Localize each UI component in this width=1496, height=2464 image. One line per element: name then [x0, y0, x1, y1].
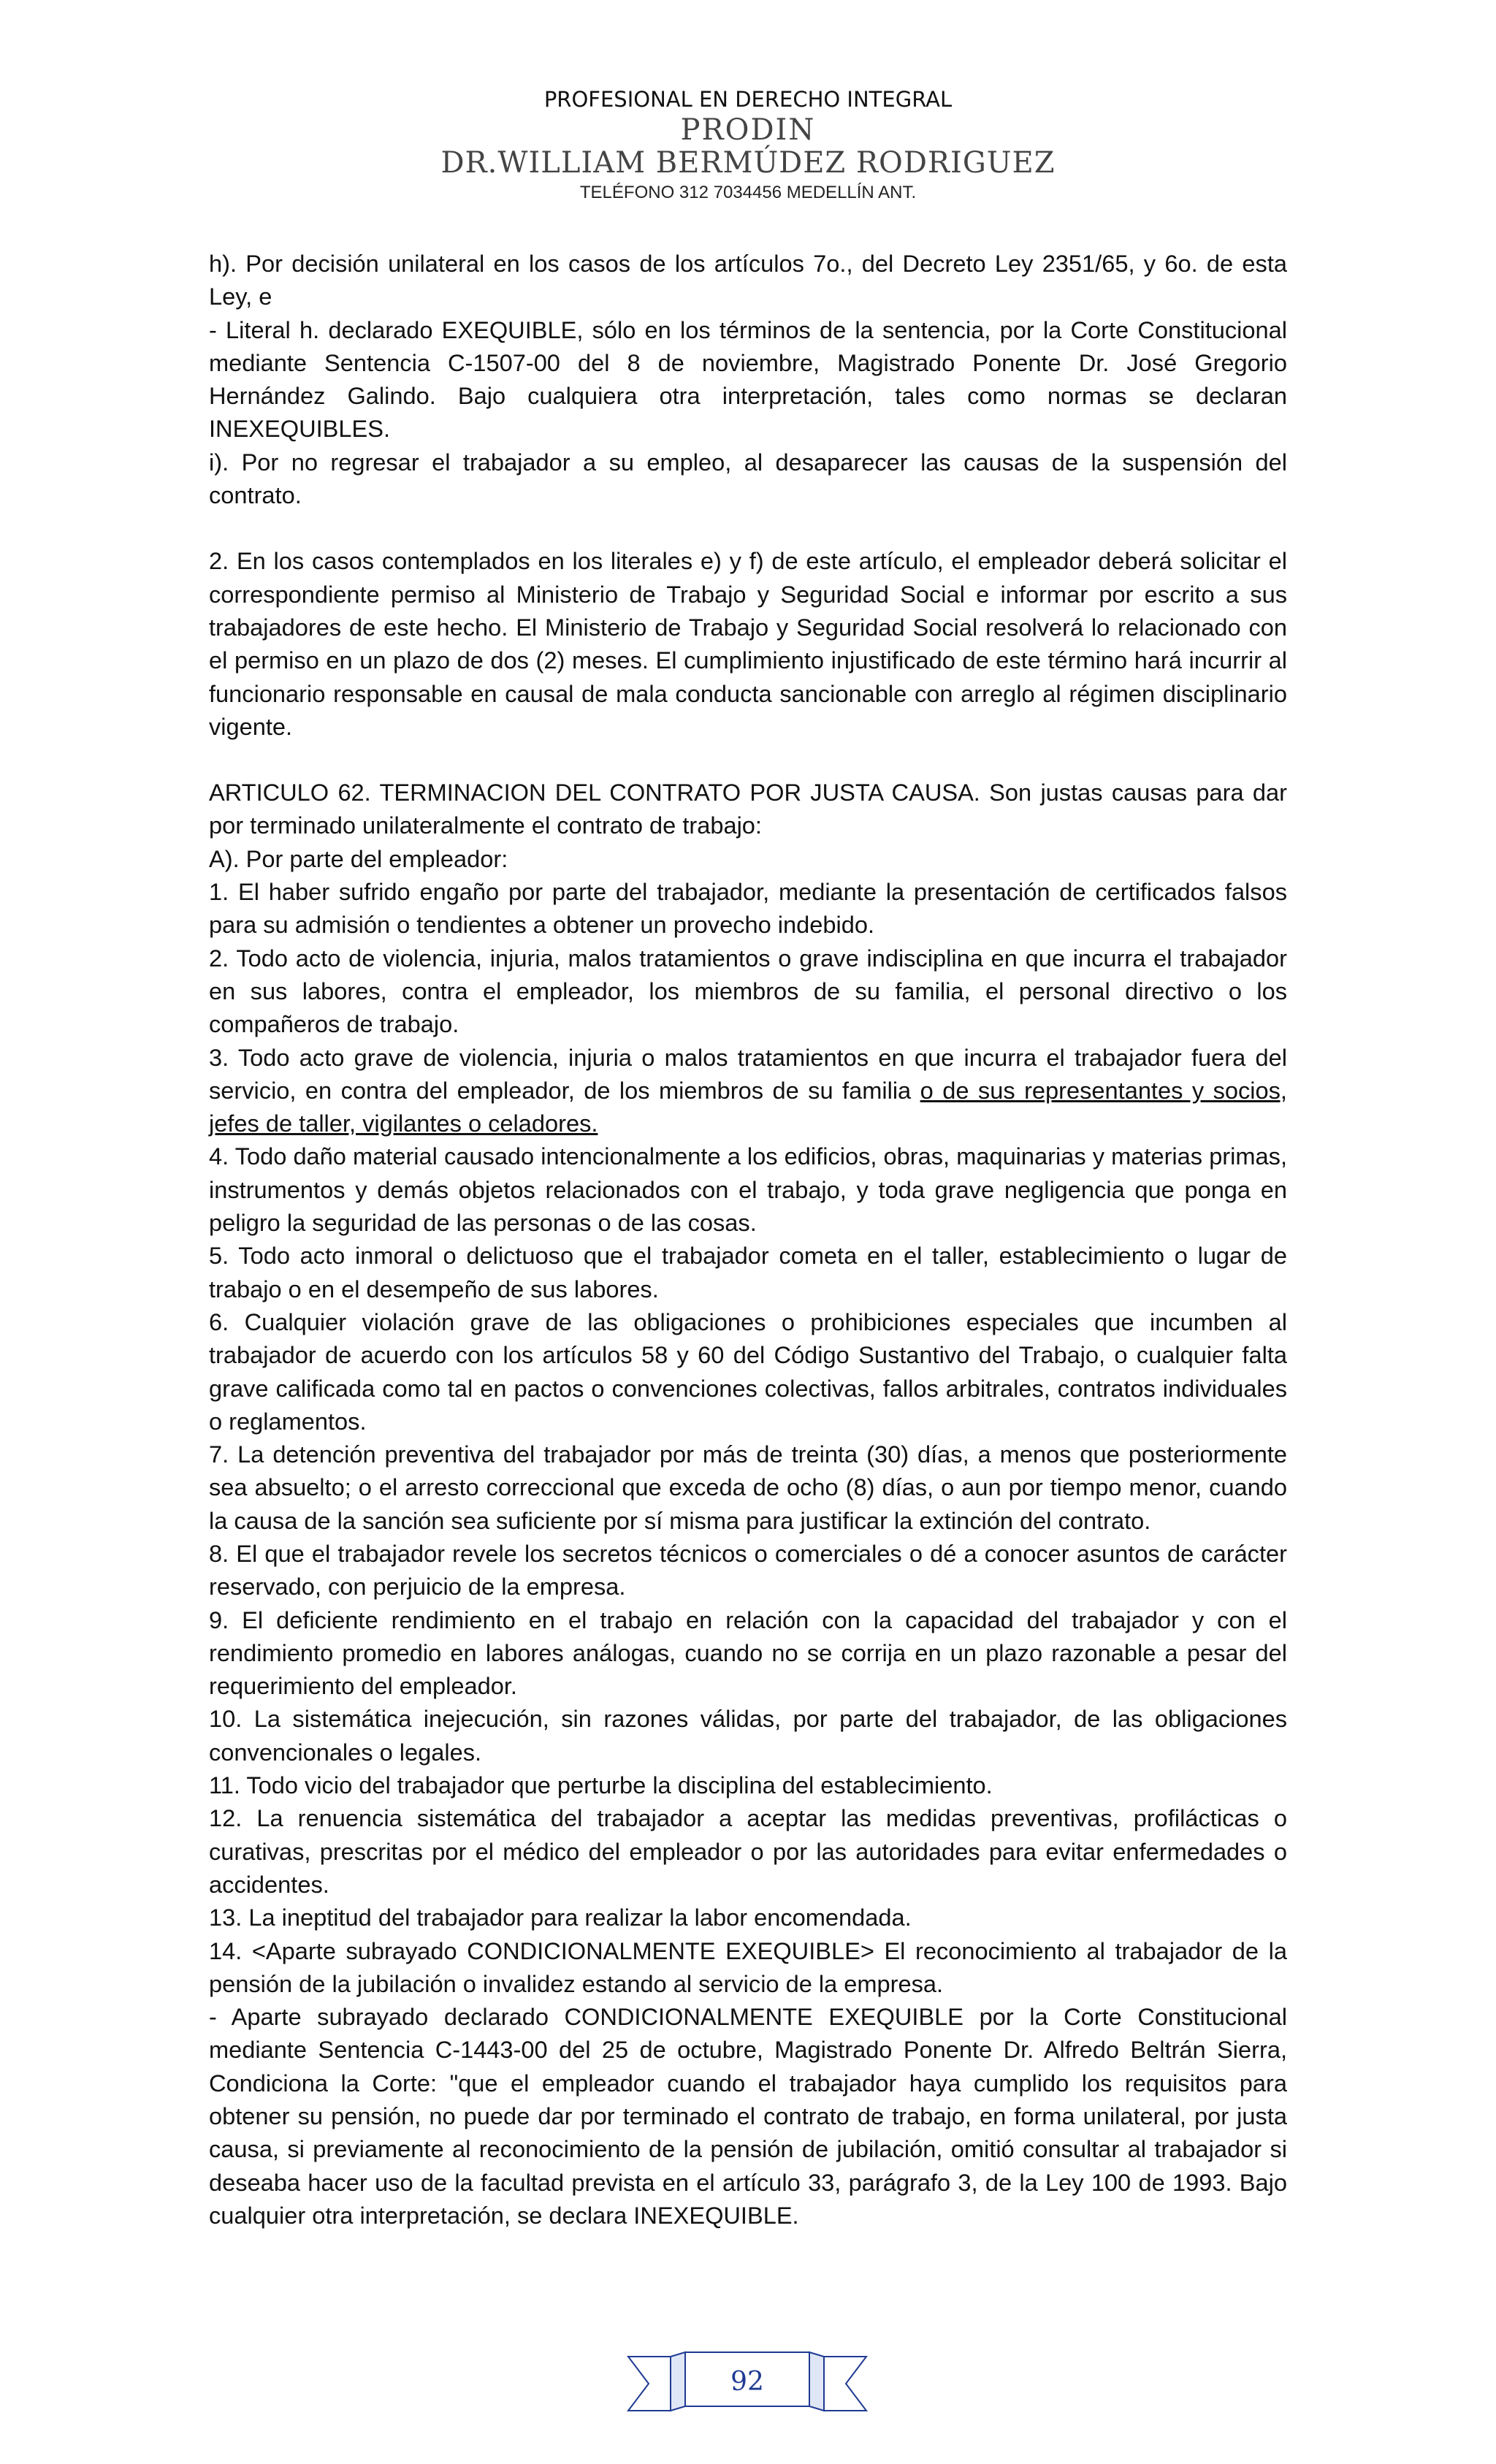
header-phone: TELÉFONO 312 7034456 MEDELLÍN ANT. [579, 183, 917, 202]
list-item [209, 1041, 1287, 1140]
list-item: 8. El que el trabajador revele los secretos técnicos o comerciales o dé a conocer asuntos de carácter reservado, con perjuicio de la empresa. [209, 1539, 1287, 1601]
header-firm-name: PRODIN [680, 113, 816, 147]
paragraph: i). Por no regresar el trabajador a su empleo, al desaparecer las causas de la suspensión del contrato. [209, 448, 1287, 509]
paragraph: A). Por parte del empleador: [209, 844, 508, 872]
page-number-ribbon [627, 2351, 868, 2417]
list-item: 13. La ineptitud del trabajador para realizar la labor encomendada. [209, 1904, 912, 1931]
list-item: 12. La renuencia sistemática del trabajador a aceptar las medidas preventivas, profilácticas o curativas, prescritas por el médico del empleador o por las autoridades para evitar enfermedades o accidentes. [209, 1804, 1287, 1898]
header-subtitle: PROFESIONAL EN DERECHO INTEGRAL [543, 87, 953, 112]
list-item: 2. Todo acto de violencia, injuria, malos tratamientos o grave indisciplina en que incurra el trabajador en sus labores, contra el empleador, los miembros de su familia, el personal directivo o los compañeros de trabajo. [209, 944, 1287, 1038]
list-item: 10. La sistemática inejecución, sin razones válidas, por parte del trabajador, de las obligaciones convencionales o legales. [209, 1705, 1287, 1766]
paragraph-gap [209, 511, 1287, 544]
page-header [0, 85, 1496, 206]
list-item: 9. El deficiente rendimiento en el trabajo en relación con la capacidad del trabajador y con el rendimiento promedio en labores análogas, cuando no se corrija en un plazo razonable a pesar del requerimiento del empleador. [209, 1606, 1287, 1700]
paragraph: - Literal h. declarado EXEQUIBLE, sólo en los términos de la sentencia, por la Corte Constitucional mediante Sentencia C-1507-00 del 8 de noviembre, Magistrado Ponente Dr. José Gregorio Hernández Galindo. Bajo cualquiera otra interpretación, tales como normas se declaran INEXEQUIBLES. [209, 316, 1287, 443]
list-item: 11. Todo vicio del trabajador que perturbe la disciplina del establecimiento. [209, 1771, 993, 1799]
header-attorney-name: DR.WILLIAM BERMÚDEZ RODRIGUEZ [440, 146, 1056, 180]
list-item: 6. Cualquier violación grave de las obligaciones o prohibiciones especiales que incumben al trabajador de acuerdo con los artículos 58 y 60 del Código Sustantivo del Trabajo, o cualquier falta grave calificada como tal en pactos o convenciones colectivas, fallos arbitrales, contratos individuales o reglamentos. [209, 1308, 1287, 1435]
paragraph-gap [209, 743, 1287, 776]
list-item: 14. <Aparte subrayado CONDICIONALMENTE EXEQUIBLE> El reconocimiento al trabajador de la pensión de la jubilación o invalidez estando al servicio de la empresa. [209, 1937, 1287, 1997]
article-heading-paragraph: ARTICULO 62. TERMINACION DEL CONTRATO POR JUSTA CAUSA. Son justas causas para dar por terminado unilateralmente el contrato de trabajo: [209, 779, 1287, 839]
list-item-text: 3. Todo acto grave de violencia, injuria o malos tratamientos en que incurra el trabajador fuera del servicio, en contra del empleador, de los miembros de su familia [209, 1043, 1287, 1104]
paragraph: 2. En los casos contemplados en los literales e) y f) de este artículo, el empleador deberá solicitar el correspondiente permiso al Ministerio de Trabajo y Seguridad Social e informar por escrito a sus trabajadores de este hecho. El Ministerio de Trabajo y Seguridad Social resolverá lo relacionado con el permiso en un plazo de dos (2) meses. El cumplimiento injustificado de este término hará incurrir al funcionario responsable en causal de mala conducta sancionable con arreglo al régimen disciplinario vigente. [209, 547, 1287, 740]
list-item: 1. El haber sufrido engaño por parte del trabajador, mediante la presentación de certificados falsos para su admisión o tendientes a obtener un provecho indebido. [209, 878, 1287, 939]
list-item: 7. La detención preventiva del trabajador por más de treinta (30) días, a menos que posteriormente sea absuelto; o el arresto correccional que exceda de ocho (8) días, o aun por tiempo menor, cuando la causa de la sanción sea suficiente por sí misma para justificar la extinción del contrato. [209, 1441, 1287, 1534]
page-number: 92 [730, 2367, 764, 2397]
list-item: 4. Todo daño material causado intencionalmente a los edificios, obras, maquinarias y materias primas, instrumentos y demás objetos relacionados con el trabajo, y toda grave negligencia que ponga en peligro la seguridad de las personas o de las cosas. [209, 1143, 1287, 1237]
paragraph: h). Por decisión unilateral en los casos de los artículos 7o., del Decreto Ley 2351/65, y 6o. de esta Ley, e [209, 250, 1287, 310]
document-body [209, 247, 1287, 2232]
list-item: 5. Todo acto inmoral o delictuoso que el trabajador cometa en el taller, establecimiento o lugar de trabajo o en el desempeño de sus labores. [209, 1242, 1287, 1302]
underlined-text: o de sus representantes y socios, jefes de taller, vigilantes o celadores. [209, 1076, 1287, 1137]
paragraph: - Aparte subrayado declarado CONDICIONALMENTE EXEQUIBLE por la Corte Constitucional mediante Sentencia C-1443-00 del 25 de octubre, Magistrado Ponente Dr. Alfredo Beltrán Sierra, Condiciona la Corte: "que el empleador cuando el trabajador haya cumplido los requisitos para obtener su pensión, no puede dar por terminado el contrato de trabajo, en forma unilateral, por justa causa, si previamente al reconocimiento de la pensión de jubilación, omitió consultar al trabajador si deseaba hacer uso de la facultad prevista en el artículo 33, parágrafo 3, de la Ley 100 de 1993. Bajo cualquier otra interpretación, se declara INEXEQUIBLE. [209, 2003, 1287, 2229]
